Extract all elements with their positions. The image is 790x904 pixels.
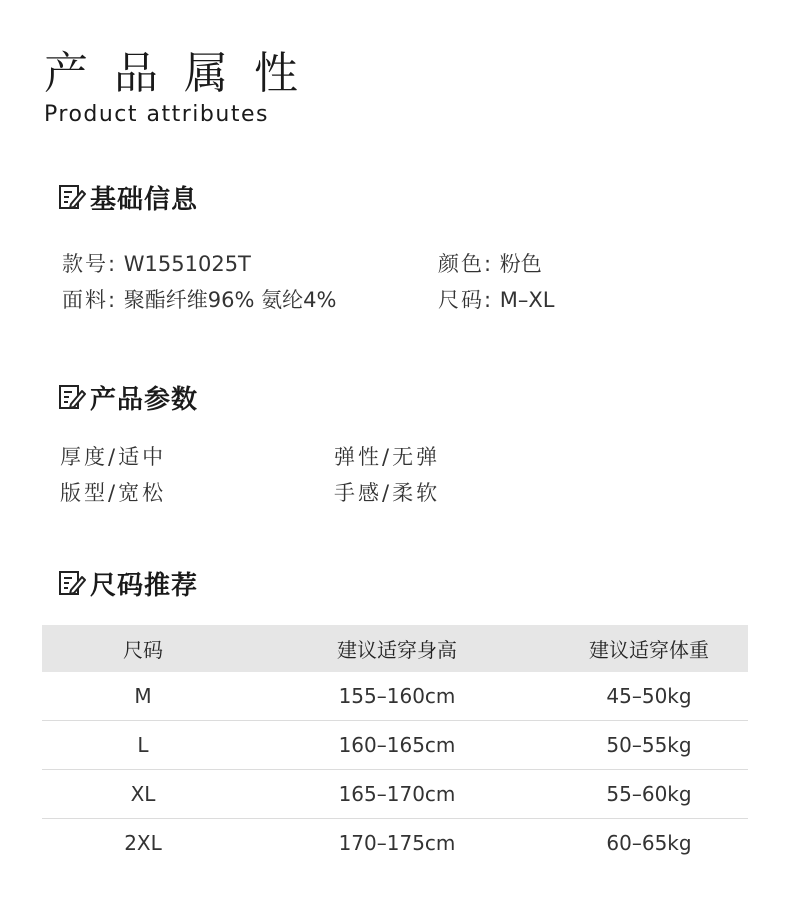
section-size-recommendation <box>58 566 198 600</box>
table-cell-height: 155–160cm <box>338 684 456 708</box>
column-header-height: 建议适穿身高 <box>337 638 457 662</box>
table-cell-size: L <box>137 733 149 757</box>
section-product-params <box>58 380 198 414</box>
style-number <box>62 254 251 275</box>
style-number-value: W1551025T <box>123 252 251 276</box>
section-basic-info <box>58 180 198 214</box>
section-product-params-title: 产品参数 <box>90 384 199 415</box>
fabric-info <box>62 290 336 311</box>
table-cell-weight: 50–55kg <box>606 733 692 757</box>
style-number-label: 款号: <box>62 252 118 276</box>
size-label: 尺码: <box>438 288 494 312</box>
table-header <box>42 625 748 672</box>
table-cell-height: 165–170cm <box>338 782 456 806</box>
param-thickness: 厚度/适中 <box>60 445 167 469</box>
section-size-recommendation-title: 尺码推荐 <box>90 570 199 601</box>
param-feel: 手感/柔软 <box>334 481 441 505</box>
table-cell-height: 160–165cm <box>338 733 456 757</box>
edit-document-icon <box>58 383 86 411</box>
table-row <box>42 819 748 867</box>
size-table <box>42 625 748 867</box>
table-cell-weight: 45–50kg <box>606 684 692 708</box>
table-cell-weight: 55–60kg <box>606 782 692 806</box>
page-subtitle: Product attributes <box>44 102 269 127</box>
param-elasticity: 弹性/无弹 <box>334 445 441 469</box>
table-cell-size: 2XL <box>124 831 162 855</box>
table-row <box>42 721 748 770</box>
param-fit: 版型/宽松 <box>60 481 167 505</box>
color-value: 粉色 <box>499 252 542 276</box>
table-cell-size: XL <box>130 782 156 806</box>
edit-document-icon <box>58 569 86 597</box>
fabric-value: 聚酯纤维96% 氨纶4% <box>123 288 337 312</box>
page-title: 产 品 属 性 <box>44 48 304 99</box>
column-header-weight: 建议适穿体重 <box>589 638 709 662</box>
column-header-size: 尺码 <box>123 638 163 662</box>
section-basic-info-title: 基础信息 <box>90 184 199 215</box>
table-row <box>42 672 748 721</box>
color-info <box>438 254 542 275</box>
color-label: 颜色: <box>438 252 494 276</box>
size-value: M–XL <box>499 288 555 312</box>
table-cell-height: 170–175cm <box>338 831 456 855</box>
size-info <box>438 290 554 311</box>
table-row <box>42 770 748 819</box>
edit-document-icon <box>58 183 86 211</box>
fabric-label: 面料: <box>62 288 118 312</box>
table-cell-weight: 60–65kg <box>606 831 692 855</box>
table-cell-size: M <box>134 684 152 708</box>
